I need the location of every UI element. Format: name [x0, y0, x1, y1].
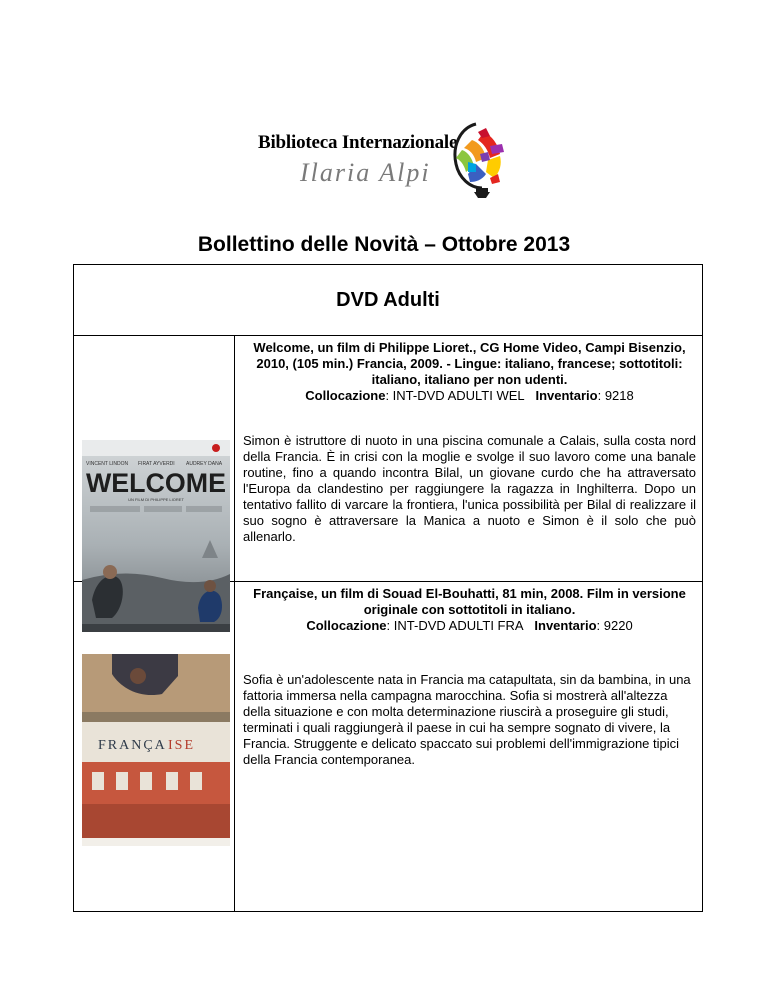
inventory-label: Inventario — [535, 388, 598, 403]
cover-actor-1: VINCENT LINDON — [86, 461, 129, 467]
francaise-dvd-cover-image — [82, 654, 230, 846]
cover-actor-2: FIRAT AYVERDI — [138, 461, 175, 467]
cover-title: WELCOME — [86, 468, 226, 498]
entry-info — [235, 582, 703, 912]
inventory-value: 9218 — [604, 388, 634, 403]
cover-title-part-1: FRANÇA — [98, 738, 167, 753]
cover-cell — [74, 336, 235, 582]
catalog-entry — [74, 582, 703, 912]
entry-location-line: Collocazione: INT-DVD ADULTI WEL Inventario: 9218 — [305, 388, 634, 403]
entry-reference: Welcome, un film di Philippe Lioret., CG Home Video, Campi Bisenzio, 2010, (105 min.) Francia, 2009. - Lingue: italiano, francese; sottotitoli: italiano, italiano per non udenti. — [253, 340, 686, 387]
entry-location-line: Collocazione: INT-DVD ADULTI FRA Inventario: 9220 — [306, 618, 633, 633]
catalog-entry — [74, 336, 703, 582]
entry-info — [235, 336, 703, 582]
location-label: Collocazione — [306, 618, 387, 633]
cover-director-line: UN FILM DI PHILIPPE LIORET — [128, 497, 184, 502]
section-title: DVD Adulti — [74, 265, 703, 336]
cover-actor-3: AUDREY DANA — [186, 461, 223, 467]
logo-signature: Ilaria Alpi — [300, 158, 431, 187]
section-header-row — [74, 265, 703, 336]
library-logo — [258, 118, 510, 204]
entry-description: Sofia è un'adolescente nata in Francia ma catapultata, sin da bambina, in una fattoria immersa nella campagna marocchina. Sofia si mostrerà all'altezza della situazione e con molta determinazione riuscirà a proseguire gli studi, terminati i quali raggiungerà il paese in cui ha sempre sognato di vivere, la Francia. Struggente e delicato spaccato sui problemi dell'immigrazione tipici della Francia contemporanea. — [243, 672, 691, 767]
entry-description: Simon è istruttore di nuoto in una piscina comunale a Calais, sulla costa nord della Francia. È in crisi con la moglie e svolge il suo lavoro come una banale routine, fino a quando incontra Bilal, un giovane curdo che ha attraversato l'Europa da clandestino per raggiungere la ragazza in Inghilterra. Dopo un tentativo fallito di varcare la frontiera, l'unica possibilità per Bilal di realizzare il suo sogno è attraversare la Manica a nuoto e Simon è il solo che può allenarlo. — [243, 433, 697, 544]
inventory-value: 9220 — [603, 618, 633, 633]
page-title: Bollettino delle Novità – Ottobre 2013 — [197, 233, 571, 256]
cover-cell — [74, 582, 235, 912]
globe-logo-icon — [446, 118, 508, 202]
inventory-label: Inventario — [534, 618, 597, 633]
location-value: INT-DVD ADULTI FRA — [393, 618, 524, 633]
cover-title-part-2: ISE — [168, 738, 195, 753]
entry-reference: Française, un film di Souad El-Bouhatti, 81 min, 2008. Film in versione originale con sottotitoli in italiano. — [253, 586, 686, 617]
location-value: INT-DVD ADULTI WEL — [392, 388, 525, 403]
location-label: Collocazione — [305, 388, 386, 403]
catalog-table — [73, 264, 703, 912]
logo-title: Biblioteca Internazionale — [258, 132, 458, 153]
